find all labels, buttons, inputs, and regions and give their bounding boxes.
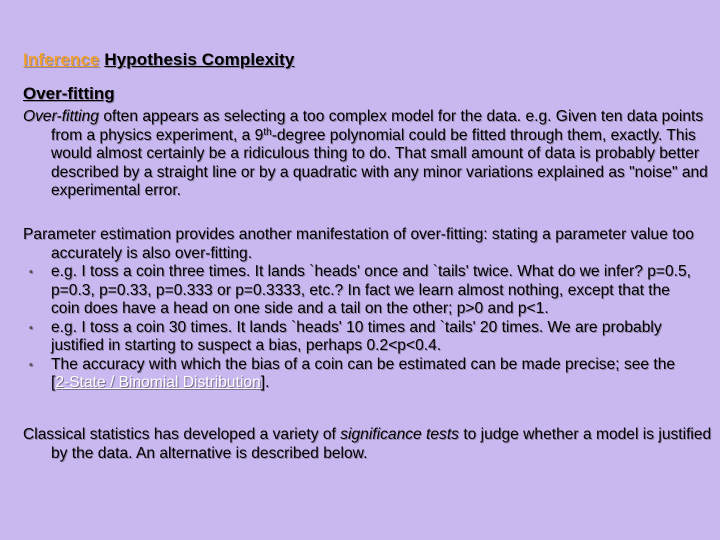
breadcrumb-link-inference[interactable]: Inference [23, 50, 100, 69]
bullet-text: e.g. I toss a coin 30 times. It lands `heads' 10 times and `tails' 20 times. We are probably justified in starting to suspect a bias, perhaps 0.2<p<0.4. [51, 318, 662, 354]
bullet-text-a: The accuracy with which the bias of a coin can be estimated can be made precise; see the [ [51, 355, 676, 391]
binomial-distribution-link[interactable]: 2-State / Binomial Distribution [55, 374, 261, 391]
parameter-estimation-paragraph: Parameter estimation provides another manifestation of over-fitting: stating a parameter value too accurately is also over-fitting. [23, 226, 694, 262]
bullet-marker: ▪ [29, 358, 33, 371]
para3-text-b: to judge whether a model is justified by the data. An alternative is described below. [51, 426, 712, 462]
over-fitting-term: Over-fitting [23, 108, 99, 125]
list-item [23, 356, 695, 393]
list-item [23, 263, 695, 319]
classical-statistics-paragraph [23, 426, 720, 463]
bullet-list [23, 263, 695, 393]
bullet-text-b: ]. [260, 374, 270, 391]
para1-superscript: th [263, 126, 272, 138]
para1-text-b: -degree polynomial could be fitted through them, exactly. This would almost certainly be a ridiculous thing to do. That small amount of data is probably better described by a straight line or by a quadratic with any minor variations explained as "noise" and experimental error. [51, 126, 708, 199]
over-fitting-paragraph [23, 108, 720, 201]
list-item [23, 319, 695, 356]
breadcrumb [23, 50, 294, 70]
bullet-text: e.g. I toss a coin three times. It lands `heads' once and `tails' twice. What do we infer? p=0.5, p=0.3, p=0.33, p=0.333 or p=0.3333, etc.? In fact we learn almost nothing, except that the coin does have a head on one side and a tail on the other; p>0 and p<1. [51, 263, 691, 317]
para1-text-a: often appears as selecting a too complex model for the data. e.g. Given ten data points from a physics experiment, a 9 [51, 108, 704, 144]
para3-text-a: Classical statistics has developed a variety of [23, 426, 341, 443]
bullet-marker: ▪ [29, 266, 33, 278]
significance-tests-term: significance tests [340, 426, 459, 443]
section-heading: Over-fitting [23, 84, 115, 103]
bullet-marker: ▪ [29, 321, 33, 334]
breadcrumb-link-hypothesis-complexity[interactable]: Hypothesis Complexity [104, 50, 295, 69]
